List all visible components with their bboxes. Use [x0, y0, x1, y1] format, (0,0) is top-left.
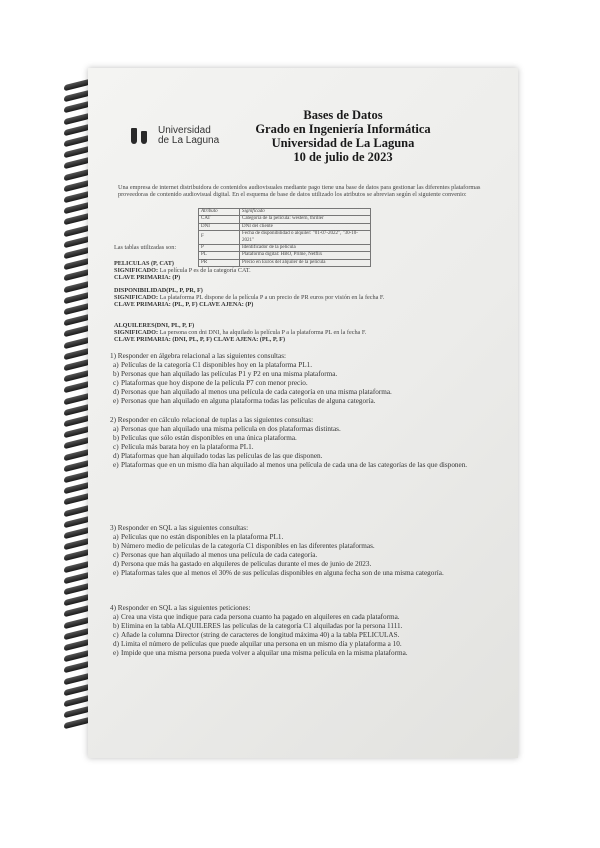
question-4 [110, 604, 510, 658]
question-2 [110, 416, 510, 470]
item-text: Crea una vista que indique para cada persona cuanto ha pagado en alquileres en cada plataforma. [121, 613, 400, 622]
spiral-ring [64, 437, 90, 449]
relation-name: PELICULAS (P, CAT) [114, 260, 174, 267]
list-item [110, 434, 510, 443]
item-text: Películas de la categoría C1 disponibles hoy en la plataforma PL1. [121, 361, 313, 370]
spiral-ring [64, 684, 90, 696]
title-line: Bases de Datos [303, 108, 383, 122]
title-line: Universidad de La Laguna [271, 136, 415, 150]
title-line: Grado en Ingeniería Informática [255, 122, 431, 136]
table-cell: Categoría de la película: western, thriller [240, 216, 371, 223]
spiral-ring [64, 303, 90, 315]
item-letter: d) [113, 388, 119, 397]
table-row [199, 223, 371, 230]
question-1 [110, 352, 510, 406]
list-item [110, 379, 510, 388]
spiral-ring [64, 269, 90, 281]
list-item [110, 533, 510, 542]
item-letter: a) [113, 533, 119, 542]
table-cell: DNI [199, 223, 240, 230]
question-title: 1) Responder en álgebra relacional a las siguientes consultas: [110, 352, 287, 360]
item-text: Plataformas que en un mismo día han alquilado al menos una película de cada una de las categorías de las que disponen. [121, 461, 468, 470]
item-text: Película más barata hoy en la plataforma PL1. [121, 443, 254, 452]
list-item [110, 461, 510, 470]
spiral-ring [64, 549, 90, 561]
item-text: Número medio de películas de la categoría C1 disponibles en las diferentes plataformas. [121, 542, 375, 551]
spiral-ring [64, 359, 90, 371]
relation-meaning [114, 267, 514, 274]
list-item [110, 613, 510, 622]
spiral-ring [64, 504, 90, 516]
spiral-ring [64, 236, 90, 248]
spiral-ring [64, 336, 90, 348]
spiral-ring [64, 168, 90, 180]
spiral-ring [64, 280, 90, 292]
item-letter: b) [113, 542, 119, 551]
item-letter: c) [113, 551, 119, 560]
meaning-text: La persona con dni DNI, ha alquilado la película P a la plataforma PL en la fecha F. [159, 329, 367, 337]
university-logo [130, 126, 219, 146]
question-title: 4) Responder en SQL a las siguientes peticiones: [110, 604, 251, 612]
item-text: Personas que han alquilado al menos una película de cada categoría en una misma plataforma. [121, 388, 392, 397]
spiral-ring [64, 672, 90, 684]
spiral-ring [64, 717, 90, 729]
question-title: 2) Responder en cálculo relacional de tuplas a las siguientes consultas: [110, 416, 314, 424]
spiral-ring [64, 695, 90, 707]
item-text: Añade la columna Director (string de caracteres de longitud máxima 40) a la tabla PELICULAS. [121, 631, 400, 640]
spiral-ring [64, 381, 90, 393]
university-logo-icon [130, 128, 152, 144]
spiral-ring [64, 616, 90, 628]
list-item [110, 361, 510, 370]
logo-line-2: de La Laguna [158, 135, 220, 146]
item-text: Personas que han alquilado las películas P1 y P2 en una misma plataforma. [121, 370, 338, 379]
logo-line-1: Universidad [158, 125, 211, 136]
table-cell: CAT [199, 216, 240, 223]
relation-meaning [114, 329, 514, 336]
table-header-cell: Significado [240, 209, 371, 216]
spiral-ring [64, 493, 90, 505]
spiral-ring [64, 392, 90, 404]
item-text: Personas que han alquilado en alguna plataforma todas las películas de alguna categoría. [121, 397, 376, 406]
list-item [110, 649, 510, 658]
item-letter: b) [113, 622, 119, 631]
relation-name: DISPONIBILIDAD(PL, P, PR, F) [114, 287, 203, 294]
list-item [110, 443, 510, 452]
item-letter: a) [113, 425, 119, 434]
spiral-ring [64, 572, 90, 584]
list-item [110, 640, 510, 649]
list-item [110, 397, 510, 406]
table-cell: Identificador de la película [240, 245, 371, 252]
spiral-ring [64, 639, 90, 651]
item-letter: e) [113, 569, 119, 578]
table-cell: PL [199, 252, 240, 259]
spiral-ring [64, 112, 90, 124]
spiral-ring [64, 448, 90, 460]
item-text: Personas que han alquilado al menos una película de cada categoría. [121, 551, 318, 560]
table-row [199, 216, 371, 223]
table-cell: P [199, 245, 240, 252]
list-item [110, 631, 510, 640]
table-cell: Fecha de disponibilidad o alquiler: "01-07-2022", "30-10-2021" [240, 231, 371, 245]
item-text: Plataformas que hoy dispone de la película P7 con menor precio. [121, 379, 308, 388]
attributes-table [198, 208, 371, 267]
spiral-ring [64, 325, 90, 337]
item-letter: a) [113, 361, 119, 370]
item-text: Películas que sólo están disponibles en una única plataforma. [121, 434, 297, 443]
spiral-ring [64, 157, 90, 169]
spiral-ring [64, 661, 90, 673]
spiral-ring [64, 583, 90, 595]
spiral-ring [64, 135, 90, 147]
spiral-ring [64, 605, 90, 617]
spiral-ring [64, 516, 90, 528]
relation-disponibilidad [114, 287, 514, 309]
spiral-ring [64, 292, 90, 304]
spiral-ring [64, 527, 90, 539]
relation-peliculas [114, 260, 514, 282]
list-item [110, 542, 510, 551]
spiral-ring [64, 224, 90, 236]
list-item [110, 425, 510, 434]
spiral-ring [64, 247, 90, 259]
relation-alquileres [114, 322, 514, 344]
item-text: Persona que más ha gastado en alquileres de películas durante el mes de junio de 2023. [121, 560, 372, 569]
spiral-ring [64, 628, 90, 640]
item-letter: b) [113, 370, 119, 379]
exam-title [238, 108, 448, 164]
item-text: Elimina en la tabla ALQUILERES las películas de la categoría C1 alquiladas por la persona 1111. [121, 622, 403, 631]
list-item [110, 622, 510, 631]
spiral-ring [64, 213, 90, 225]
relation-keys: CLAVE PRIMARIA: (P) [114, 274, 181, 282]
item-letter: c) [113, 631, 119, 640]
table-cell: Precio en Euros del alquiler de la película [240, 259, 371, 266]
table-cell: F [199, 231, 240, 245]
item-letter: c) [113, 443, 119, 452]
tables-intro: Las tablas utilizadas son: [114, 244, 177, 251]
item-letter: d) [113, 560, 119, 569]
relation-meaning [114, 294, 514, 301]
meaning-text: La película P es de la categoría CAT. [159, 267, 251, 275]
spiral-ring [64, 180, 90, 192]
list-item [110, 560, 510, 569]
list-item [110, 452, 510, 461]
item-letter: d) [113, 640, 119, 649]
spiral-ring [64, 404, 90, 416]
item-text: Películas que no están disponibles en la plataforma PL1. [121, 533, 284, 542]
item-text: Plataformas que han alquilado todas las películas de las que disponen. [121, 452, 323, 461]
spiral-ring [64, 415, 90, 427]
table-row [199, 231, 371, 245]
relation-name: ALQUILERES(DNI, PL, P, F) [114, 322, 195, 329]
list-item [110, 551, 510, 560]
item-text: Personas que han alquilado una misma película en dos plataformas distintas. [121, 425, 341, 434]
table-header-cell: Atributo [199, 209, 240, 216]
spiral-ring [64, 191, 90, 203]
item-letter: c) [113, 379, 119, 388]
spiral-ring [64, 79, 90, 91]
table-cell: DNI del cliente [240, 223, 371, 230]
spiral-ring [64, 471, 90, 483]
question-title: 3) Responder en SQL a las siguientes consultas: [110, 524, 249, 532]
relation-keys: CLAVE PRIMARIA: (DNI, PL, P, F) CLAVE AJENA: (PL, P, F) [114, 336, 286, 344]
question-3 [110, 524, 510, 578]
title-line: 10 de julio de 2023 [293, 150, 393, 164]
list-item [110, 388, 510, 397]
relation-keys: CLAVE PRIMARIA: (PL, P, F) CLAVE AJENA: (P) [114, 301, 254, 309]
spiral-ring [64, 560, 90, 572]
spiral-ring [64, 101, 90, 113]
item-text: Limita el número de películas que puede alquilar una persona en un mismo día y plataforma a 10. [121, 640, 402, 649]
meaning-label: SIGNIFICADO: [114, 294, 159, 302]
list-item [110, 370, 510, 379]
item-letter: e) [113, 461, 119, 470]
spiral-ring [64, 348, 90, 360]
spiral-ring [64, 460, 90, 472]
table-cell: Plataforma digital: HBO, Prime, Netflix [240, 252, 371, 259]
item-text: Impide que una misma persona pueda volver a alquilar una misma película en la misma plataforma. [121, 649, 408, 658]
item-letter: d) [113, 452, 119, 461]
table-row [199, 252, 371, 259]
item-letter: a) [113, 613, 119, 622]
item-letter: e) [113, 649, 119, 658]
meaning-label: SIGNIFICADO: [114, 329, 159, 337]
intro-paragraph: Una empresa de internet distribuidora de contenidos audiovisuales mediante pago tiene una base de datos para gestionar las diferentes plataformas proveedoras de contenido audiovisual digital. En el esquema de base de datos utilizado los atributos se abrevian según el siguiente convenio: [118, 184, 481, 199]
exam-sheet [88, 68, 518, 758]
spiral-ring [64, 124, 90, 136]
item-letter: b) [113, 434, 119, 443]
list-item [110, 569, 510, 578]
university-logo-text [158, 126, 219, 146]
meaning-label: SIGNIFICADO: [114, 267, 159, 275]
item-letter: e) [113, 397, 119, 406]
table-header-row [199, 209, 371, 216]
table-cell: PR [199, 259, 240, 266]
meaning-text: La plataforma PL dispone de la película P a un precio de PR euros por visión en la fecha F. [159, 294, 385, 302]
item-text: Plataformas tales que al menos el 30% de sus películas disponibles en alguna fecha son de una misma categoría. [121, 569, 444, 578]
